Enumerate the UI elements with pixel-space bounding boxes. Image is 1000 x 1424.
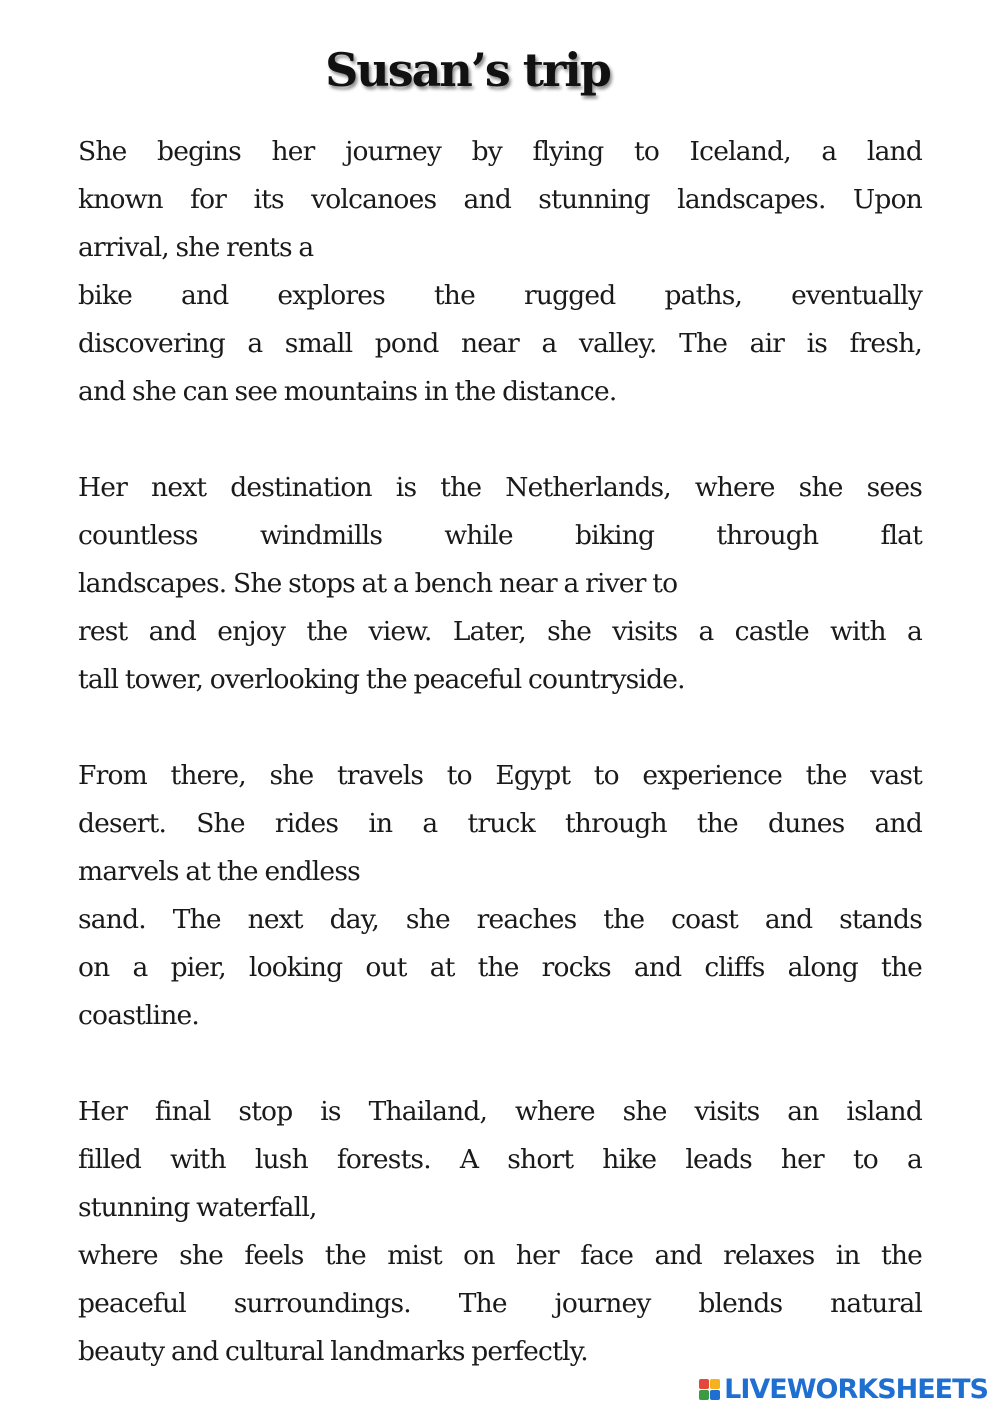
paragraph-iceland (78, 128, 922, 416)
text-line: desert. She rides in a truck through the dunes and (78, 808, 922, 839)
text-line: bike and explores the rugged paths, eventually (78, 280, 922, 311)
text-line: and she can see mountains in the distance. (78, 376, 617, 407)
text-line: Her final stop is Thailand, where she visits an island (78, 1096, 922, 1127)
text-line: discovering a small pond near a valley. The air is fresh, (78, 328, 922, 359)
liveworksheets-watermark (699, 1374, 988, 1404)
text-line: marvels at the endless (78, 856, 360, 887)
liveworksheets-logo-icon (699, 1379, 720, 1400)
text-line: arrival, she rents a (78, 232, 314, 263)
story-body (78, 128, 922, 1424)
text-line: coastline. (78, 1000, 199, 1031)
text-line: countless windmills while biking through flat (78, 520, 922, 551)
paragraph-thailand (78, 1088, 922, 1376)
text-line: sand. The next day, she reaches the coast and stands (78, 904, 922, 935)
text-line: peaceful surroundings. The journey blends natural (78, 1288, 922, 1319)
watermark-text: LIVEWORKSHEETS (724, 1373, 988, 1405)
text-line: beauty and cultural landmarks perfectly. (78, 1336, 588, 1367)
text-line: stunning waterfall, (78, 1192, 317, 1223)
text-line: on a pier, looking out at the rocks and cliffs along the (78, 952, 922, 983)
text-line: landscapes. She stops at a bench near a river to (78, 568, 678, 599)
paragraph-netherlands (78, 464, 922, 704)
text-line: She begins her journey by flying to Iceland, a land (78, 136, 922, 167)
text-line: Her next destination is the Netherlands, where she sees (78, 472, 922, 503)
page-title: Susan’s trip (325, 43, 610, 97)
text-line: tall tower, overlooking the peaceful countryside. (78, 664, 685, 695)
paragraph-egypt (78, 752, 922, 1040)
text-line: rest and enjoy the view. Later, she visits a castle with a (78, 616, 922, 647)
text-line: filled with lush forests. A short hike leads her to a (78, 1144, 922, 1175)
text-line: where she feels the mist on her face and relaxes in the (78, 1240, 922, 1271)
text-line: From there, she travels to Egypt to experience the vast (78, 760, 922, 791)
text-line: known for its volcanoes and stunning landscapes. Upon (78, 184, 922, 215)
